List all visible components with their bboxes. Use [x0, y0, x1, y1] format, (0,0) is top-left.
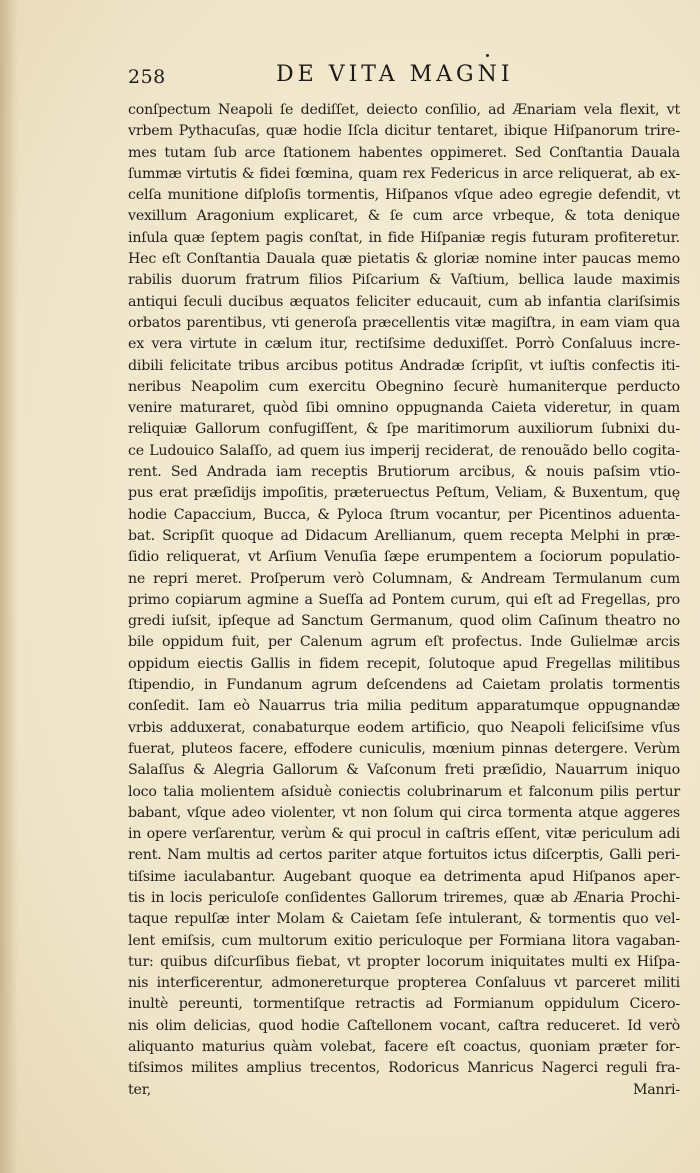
text-line: conſedit. Iam eò Nauarrus tria milia peditum apparatumque oppugnandæ: [128, 698, 680, 715]
page-number: 258: [128, 66, 166, 88]
text-line: in opere verſarentur, verùm & qui procul in caſtris eſſent, vitæ periculum adi: [128, 826, 680, 843]
text-line: ter, Manri-: [128, 1081, 680, 1098]
catchword: [128, 1101, 680, 1122]
text-line: vrbis adduxerat, conabaturque eodem artificio, quo Neapoli feliciſsime vſus: [128, 719, 680, 736]
text-line: pus erat præſidijs impoſitis, præteruectus Peſtum, Veliam, & Buxentum, quę: [128, 485, 680, 502]
text-line: taque repulſæ inter Molam & Caietam ſeſe intulerant, & tormentis quo vel-: [128, 911, 680, 928]
text-line: ſummæ virtutis & fidei fœmina, quam rex Federicus in arce reliquerat, ab ex-: [128, 165, 680, 182]
text-line: fuerat, pluteos facere, effodere cuniculis, mœnium pinnas detergere. Verùm: [128, 740, 680, 757]
text-line: vexillum Aragonium explicaret, & ſe cum arce vrbeque, & tota denique: [128, 208, 680, 225]
text-line: ſidio reliquerat, vt Arſium Venuſia ſæpe erumpentem a ſociorum populatio-: [128, 549, 680, 566]
text-line: nis olim delicias, quod hodie Caſtellonem vocant, caſtra reduceret. Id verò: [128, 1017, 680, 1034]
text-line: bile oppidum fuit, per Calenum agrum eſt profectus. Inde Gulielmæ arcis: [128, 634, 680, 651]
text-line: loco talia molientem aſsiduè coniectis colubrinarum et falconum pilis pertur: [128, 783, 680, 800]
text-line: primo copiarum agmine a Sueſſa ad Pontem curum, qui eſt ad Fregellas, pro: [128, 591, 680, 608]
page-header: [128, 62, 673, 92]
text-line: inultè pereunti, tormentiſque retractis ad Formianum oppidulum Cicero-: [128, 996, 680, 1013]
text-line: ex vera virtute in cælum itur, rectiſsime deduxiſſet. Porrò Conſaluus incre-: [128, 336, 680, 353]
text-line: Hec eſt Conſtantia Dauala quæ pietatis & gloriæ nomine inter paucas memo: [128, 251, 680, 268]
text-line: oppidum eiectis Gallis in fidem recepit, ſolutoque apud Fregellas militibus: [128, 655, 680, 672]
text-line: vrbem Pythacuſas, quæ hodie Iſcla dicitur tentaret, ibique Hiſpanorum trire-: [128, 123, 680, 140]
text-line: tiſsime iaculabantur. Augebant quoque ea detrimenta apud Hiſpanos aper-: [128, 868, 680, 885]
running-head: DE VITA MAGNI: [276, 62, 514, 87]
body-text: [128, 100, 680, 1122]
text-line: mes tutam ſub arce ſtationem habentes oppimeret. Sed Conſtantia Dauala: [128, 144, 680, 161]
text-line: orbatos parentibus, vti generoſa præcellentis vitæ magiſtra, in eam viam qua: [128, 314, 680, 331]
text-line: reliquiæ Gallorum confugiſſent, & ſpe maritimorum auxiliorum ſubnixi du-: [128, 421, 680, 438]
text-line: aliquanto maturius quàm volebat, facere eſt coactus, quoniam præter for-: [128, 1039, 680, 1056]
text-line: ce Ludouico Salaſſo, ad quem ius imperij reciderat, de renouãdo bello cogita-: [128, 442, 680, 459]
text-line: neribus Neapolim cum exercitu Obegnino ſecurè humaniterque perducto: [128, 378, 680, 395]
text-line: tis in locis periculoſe conſidentes Gallorum triremes, quæ ab Ænaria Prochi-: [128, 889, 680, 906]
text-line: tur: quibus diſcurſibus fiebat, vt propter locorum iniquitates multi ex Hiſpa-: [128, 953, 680, 970]
text-line: conſpectum Neapoli ſe dediſſet, deiecto conſilio, ad Ænariam vela flexit, vt: [128, 102, 680, 118]
text-line: venire maturaret, quòd ſibi omnino oppugnanda Caieta videretur, in quam: [128, 400, 680, 417]
text-line: rent. Nam multis ad certos pariter atque fortuitos ictus diſcerptis, Galli peri-: [128, 847, 680, 864]
text-line: tiſsimos milites amplius trecentos, Rodoricus Manricus Nagerci reguli fra-: [128, 1060, 680, 1077]
text-line: babant, vſque adeo violenter, vt non ſolum qui circa tormenta atque aggeres: [128, 804, 680, 821]
ink-speck: [486, 54, 489, 57]
text-line: hodie Capaccium, Bucca, & Pyloca ſtrum vocantur, per Picentinos aduenta-: [128, 506, 680, 523]
text-line: bat. Scripſit quoque ad Didacum Arellianum, quem recepta Melphi in præ-: [128, 527, 680, 544]
text-line: celſa munitione diſploſis tormentis, Hiſpanos vſque adeo egregie defendit, vt: [128, 187, 680, 204]
text-line: rabilis duorum fratrum filios Piſcarium & Vaſtium, bellica laude maximis: [128, 272, 680, 289]
text-line: lent emiſsis, cum multorum exitio periculoque per Formiana litora vagaban-: [128, 932, 680, 949]
text-line: inſula quæ ſeptem pagis conſtat, in fide Hiſpaniæ regis futuram profiteretur.: [128, 229, 680, 246]
text-line: dibili felicitate tribus arcibus potitus Andradæ ſcripſit, vt iuſtis confectis iti-: [128, 357, 680, 374]
text-line: ne repri meret. Proſperum verò Columnam, & Andream Termulanum cum: [128, 570, 680, 587]
text-line: rent. Sed Andrada iam receptis Brutiorum arcibus, & nouis paſsim vtio-: [128, 464, 680, 481]
text-line: ſtipendio, in Fundanum agrum deſcendens ad Caietam prolatis tormentis: [128, 677, 680, 694]
text-line: antiqui ſeculi ducibus æquatos feliciter educauit, cum ab infantia clariſsimis: [128, 293, 680, 310]
text-line: gredi iuſsit, ipſeque ad Sanctum Germanum, quod olim Caſinum theatro no: [128, 613, 680, 630]
binding-gutter: [0, 0, 18, 1173]
text-line: nis interficerentur, admonereturque propterea Conſaluus vt parceret militi: [128, 975, 680, 992]
text-line: Salaſſus & Alegria Gallorum & Vaſconum freti præſidio, Nauarrum iniquo: [128, 762, 680, 779]
